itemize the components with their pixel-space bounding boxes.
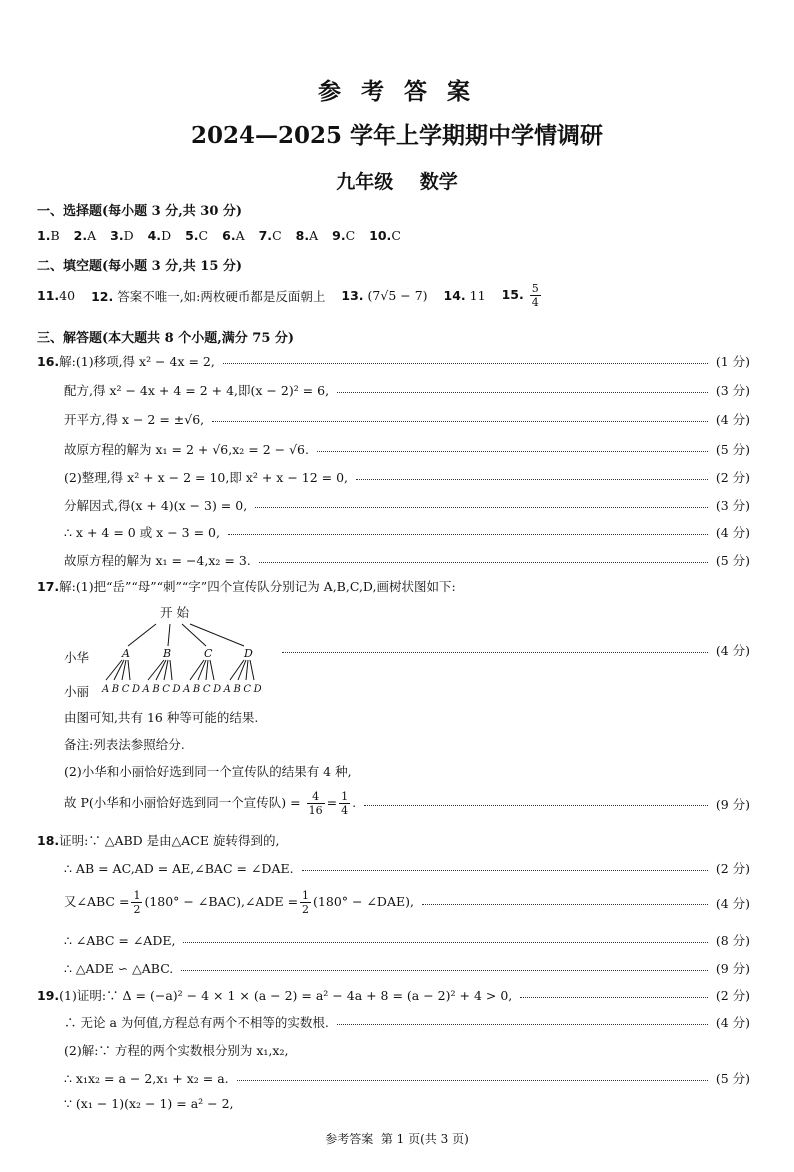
q18-line-4: ∴ ∠ABC = ∠ADE, (8 分) <box>64 932 750 948</box>
choice-item: 9.C <box>332 228 356 243</box>
tree-diagram <box>64 600 284 700</box>
exam-subtitle: 2024—2025 学年上学期期中学情调研 <box>190 122 604 149</box>
choice-item: 5.C <box>185 228 209 243</box>
choice-item: 3.D <box>110 228 134 243</box>
q16-line-2: 配方,得 x² − 4x + 4 = 2 + 4,即(x − 2)² = 6, (3 分) <box>64 383 750 398</box>
fill-item-12: 12. 答案不唯一,如:两枚硬币都是反面朝上 <box>91 288 326 304</box>
q19-line-1: 19.(1)证明:∵ Δ = (−a)² − 4 × 1 × (a − 2) = a² − 4a + 8 = (a − 2)² + 4 > 0, (2 分) <box>37 988 750 1003</box>
q19-line-3: (2)解:∵ 方程的两个实数根分别为 x₁,x₂, <box>64 1043 289 1058</box>
tree-node: B <box>163 647 172 660</box>
tree-row-label-2: 小丽 <box>64 684 90 699</box>
fill-item-15: 15. $\frac{5}{4}$ <box>501 282 539 309</box>
q19-line-5: ∵ (x₁ − 1)(x₂ − 1) = a² − 2, <box>64 1096 234 1111</box>
fill-answers <box>37 282 543 309</box>
tree-node: D <box>244 647 253 660</box>
q17-line-5: 故 P(小华和小丽恰好选到同一个宣传队) = $\frac{4}{16}$ = $\frac{1}{4}$ . (9 分) <box>64 790 750 817</box>
leader-dots <box>223 355 708 364</box>
section-fill-heading: 二、填空题(每小题 3 分,共 15 分) <box>37 259 243 274</box>
q16-line-4: 故原方程的解为 x₁ = 2 + √6,x₂ = 2 − √6. (5 分) <box>64 442 750 457</box>
q16-line-1: 16.解:(1)移项,得 x² − 4x = 2, (1 分) <box>37 354 750 369</box>
q17-line-2: 由图可知,共有 16 种等可能的结果. <box>64 710 259 725</box>
q17-tree-points: (4 分) <box>282 641 750 659</box>
q16-line-7: ∴ x + 4 = 0 或 x − 3 = 0, (4 分) <box>64 525 750 540</box>
q16-line-5: (2)整理,得 x² + x − 2 = 10,即 x² + x − 12 = 0, (2 分) <box>64 470 750 485</box>
grade-subject: 九年级 数学 <box>336 171 458 193</box>
fill-item-14: 14. 11 <box>443 288 486 303</box>
fraction: $\frac{1}{2}$ <box>302 889 310 916</box>
fraction: $\frac{1}{4}$ <box>341 790 349 817</box>
q17-line-1: 17.解:(1)把“岳”“母”“刺”“字”四个宣传队分别记为 A,B,C,D,画树状图如下: <box>37 579 456 594</box>
tree-leaves: A B C D A B C D A B C D A B C D <box>102 684 262 695</box>
fraction: $\frac{5}{4}$ <box>531 282 539 309</box>
section-solve-heading: 三、解答题(本大题共 8 个小题,满分 75 分) <box>37 331 295 346</box>
page-title: 参 考 答 案 <box>317 78 477 105</box>
tree-row-label-1: 小华 <box>64 650 90 665</box>
fill-item-13: 13. (7√5 − 7) <box>341 288 428 303</box>
choice-item: 8.A <box>295 228 319 243</box>
fill-item-11: 11.40 <box>37 288 76 303</box>
section-choice-heading: 一、选择题(每小题 3 分,共 30 分) <box>37 204 243 219</box>
choice-item: 4.D <box>147 228 172 243</box>
q18-line-1: 18.证明:∵ △ABD 是由△ACE 旋转得到的, <box>37 833 280 848</box>
q16-line-6: 分解因式,得(x + 4)(x − 3) = 0, (3 分) <box>64 498 750 513</box>
q17-line-3: 备注:列表法参照给分. <box>64 737 185 752</box>
q19-line-4: ∴ x₁x₂ = a − 2,x₁ + x₂ = a. (5 分) <box>64 1070 750 1086</box>
tree-node: C <box>204 647 213 660</box>
q16-line-8: 故原方程的解为 x₁ = −4,x₂ = 3. (5 分) <box>64 553 750 568</box>
page-footer: 参考答案 第 1 页(共 3 页) <box>325 1132 469 1146</box>
fraction: $\frac{4}{16}$ <box>308 790 323 817</box>
choice-item: 10.C <box>369 228 401 243</box>
q18-line-5: ∴ △ADE ∽ △ABC. (9 分) <box>64 960 750 976</box>
fraction: $\frac{1}{2}$ <box>133 889 141 916</box>
q16-line-3: 开平方,得 x − 2 = ±√6, (4 分) <box>64 412 750 427</box>
q18-line-3: 又∠ABC = $\frac{1}{2}$ (180° − ∠BAC),∠ADE = $\frac{1}{2}$ (180° − ∠DAE), (4 分) <box>64 889 750 916</box>
choice-item: 1.B <box>37 228 60 243</box>
tree-node: A <box>122 647 130 660</box>
q18-line-2: ∴ AB = AC,AD = AE,∠BAC = ∠DAE. (2 分) <box>64 860 750 876</box>
choice-answers <box>37 228 401 243</box>
choice-item: 2.A <box>73 228 97 243</box>
q17-line-4: (2)小华和小丽恰好选到同一个宣传队的结果有 4 种, <box>64 764 352 779</box>
choice-item: 6.A <box>222 228 245 243</box>
q19-line-2: ∴ 无论 a 为何值,方程总有两个不相等的实数根. (4 分) <box>64 1015 750 1030</box>
tree-start: 开 始 <box>160 605 189 620</box>
choice-item: 7.C <box>258 228 282 243</box>
